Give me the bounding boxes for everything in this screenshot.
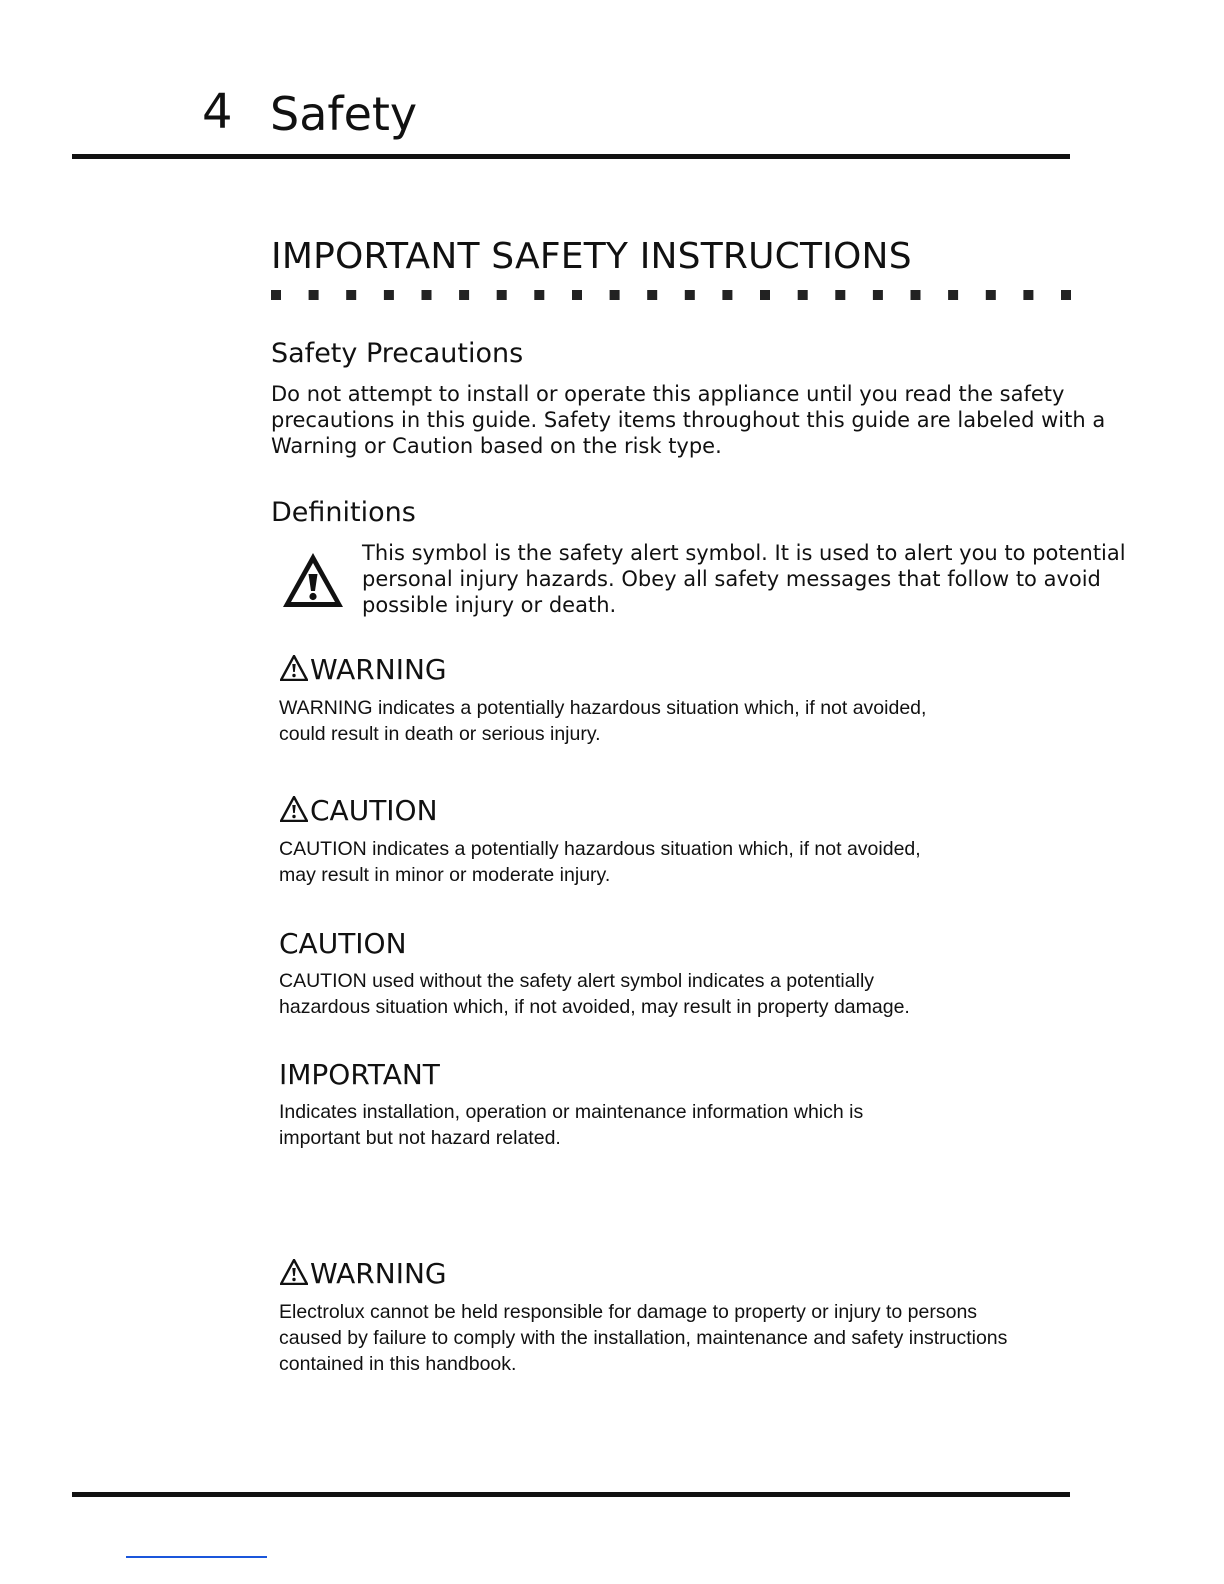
- dot-mark: [798, 290, 808, 300]
- caution-plain-definition-text: [279, 968, 910, 1020]
- text-line: Warning or Caution based on the risk type.: [271, 434, 722, 458]
- footer-rule: [72, 1492, 1070, 1497]
- warning-label-text: WARNING: [310, 653, 447, 686]
- text-line: Indicates installation, operation or maintenance information which is: [279, 1101, 864, 1123]
- dot-mark: [647, 290, 657, 300]
- dot-mark: [911, 290, 921, 300]
- dot-mark: [948, 290, 958, 300]
- warning-notice-text: [279, 1299, 1007, 1377]
- caution-symbol-definition-label: [280, 794, 438, 828]
- dot-mark: [760, 290, 770, 300]
- important-definition-label: IMPORTANT: [279, 1058, 440, 1091]
- alert-triangle-icon: [280, 796, 308, 822]
- page-number: 4: [202, 84, 233, 140]
- important-definition-text: [279, 1099, 863, 1151]
- dot-mark: [610, 290, 620, 300]
- main-heading: IMPORTANT SAFETY INSTRUCTIONS: [271, 236, 912, 277]
- safety-precautions-heading: Safety Precautions: [271, 338, 524, 369]
- warning-definition-label: [280, 653, 447, 687]
- text-line: possible injury or death.: [362, 593, 617, 617]
- caution-plain-definition-label: CAUTION: [279, 927, 407, 960]
- dot-mark: [459, 290, 469, 300]
- dot-mark: [873, 290, 883, 300]
- text-line: CAUTION indicates a potentially hazardous situation which, if not avoided,: [279, 838, 921, 860]
- dot-mark: [685, 290, 695, 300]
- safety-precautions-text: [271, 381, 1105, 459]
- caution-symbol-definition-text: [279, 836, 921, 888]
- text-line: precautions in this guide. Safety items throughout this guide are labeled with a: [271, 408, 1106, 432]
- header-rule: [72, 154, 1070, 159]
- text-line: Do not attempt to install or operate this appliance until you read the safety: [271, 382, 1065, 406]
- footer-link-underline: [126, 1556, 267, 1558]
- text-line: personal injury hazards. Obey all safety messages that follow to avoid: [362, 567, 1101, 591]
- dot-mark: [835, 290, 845, 300]
- text-line: WARNING indicates a potentially hazardous situation which, if not avoided,: [279, 697, 927, 719]
- text-line: Electrolux cannot be held responsible for damage to property or injury to persons: [279, 1301, 978, 1323]
- dot-mark: [422, 290, 432, 300]
- dot-mark: [722, 290, 732, 300]
- dotted-rule: [271, 289, 1071, 301]
- page-title: Safety: [270, 87, 418, 141]
- dot-mark: [534, 290, 544, 300]
- alert-triangle-icon: [280, 1259, 308, 1285]
- dot-mark: [346, 290, 356, 300]
- caution-label-text: CAUTION: [310, 794, 438, 827]
- warning-notice-label: [280, 1257, 447, 1291]
- dot-mark: [497, 290, 507, 300]
- warning-notice-label-text: WARNING: [310, 1257, 447, 1290]
- dot-mark: [271, 290, 281, 300]
- dot-mark: [384, 290, 394, 300]
- dot-mark: [1061, 290, 1071, 300]
- alert-triangle-icon: [280, 655, 308, 681]
- warning-definition-text: [279, 695, 926, 747]
- definitions-heading: Definitions: [271, 497, 416, 528]
- safety-alert-triangle-icon: [280, 550, 346, 610]
- text-line: could result in death or serious injury.: [279, 723, 601, 745]
- text-line: contained in this handbook.: [279, 1353, 517, 1375]
- text-line: This symbol is the safety alert symbol. It is used to alert you to potential: [362, 541, 1126, 565]
- text-line: caused by failure to comply with the installation, maintenance and safety instructions: [279, 1327, 1008, 1349]
- definitions-text: [362, 540, 1126, 618]
- text-line: may result in minor or moderate injury.: [279, 864, 611, 886]
- dot-mark: [572, 290, 582, 300]
- dot-mark: [1023, 290, 1033, 300]
- dot-mark: [986, 290, 996, 300]
- dot-mark: [309, 290, 319, 300]
- text-line: hazardous situation which, if not avoided, may result in property damage.: [279, 996, 910, 1018]
- text-line: CAUTION used without the safety alert symbol indicates a potentially: [279, 970, 875, 992]
- text-line: important but not hazard related.: [279, 1127, 561, 1149]
